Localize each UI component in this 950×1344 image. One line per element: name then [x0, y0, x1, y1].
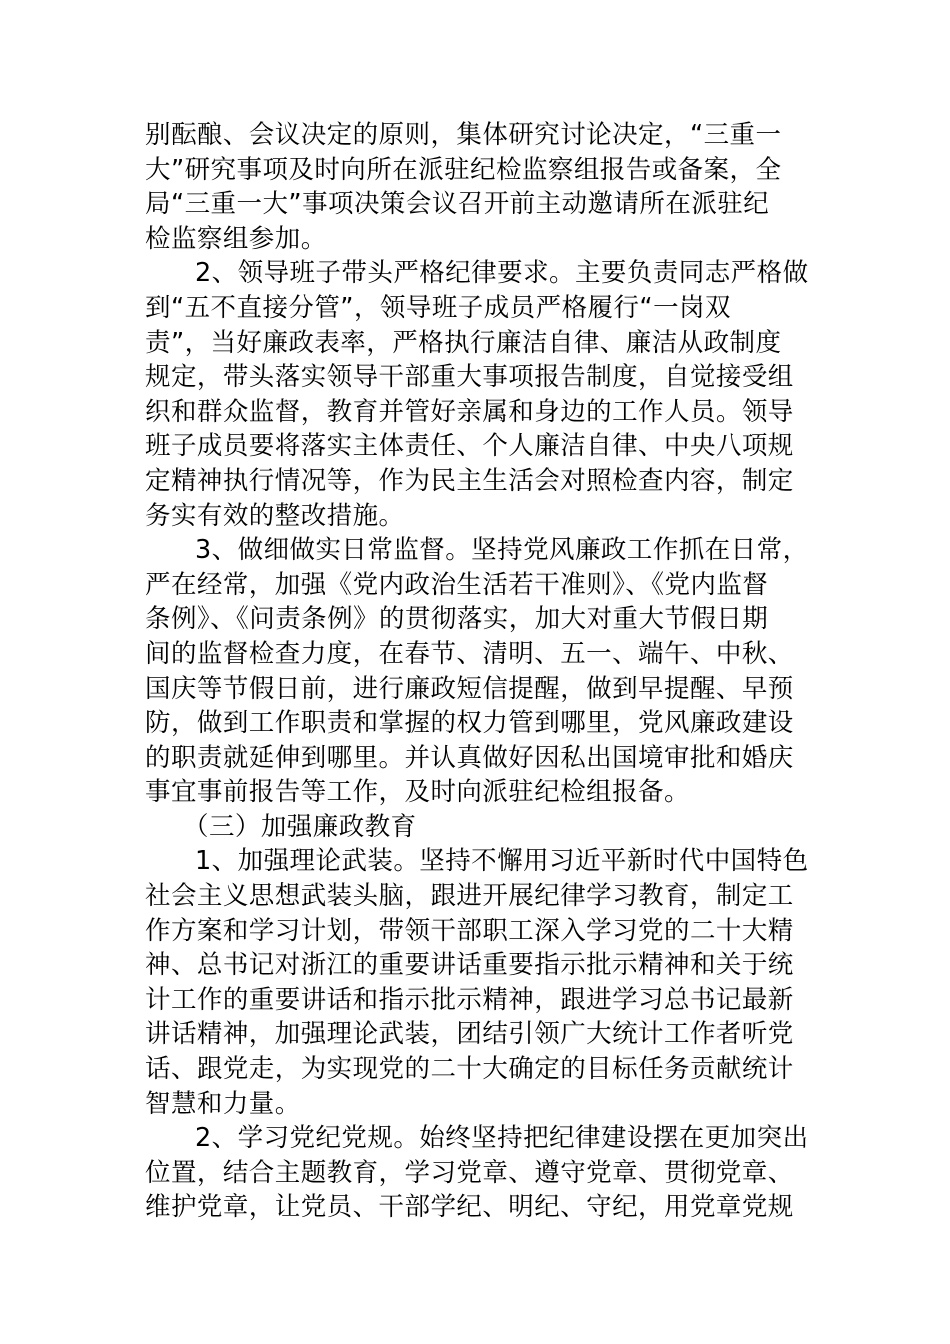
text-line: 作方案和学习计划，带领干部职工深入学习党的二十大精 — [145, 915, 794, 946]
text-line: 别酝酿、会议决定的原则，集体研究讨论决定，“三重一 — [145, 120, 782, 150]
text-line: 检监察组参加。 — [145, 223, 327, 254]
text-line: 防，做到工作职责和掌握的权力管到哪里，党风廉政建设 — [145, 708, 794, 739]
text-line: 维护党章，让党员、干部学纪、明纪、守纪，用党章党规 — [145, 1192, 794, 1223]
text-line: 局“三重一大”事项决策会议召开前主动邀请所在派驻纪 — [145, 189, 770, 220]
paragraph-first-line: 1、加强理论武装。坚持不懈用习近平新时代中国特色 — [195, 846, 809, 877]
text-line: 智慧和力量。 — [145, 1088, 301, 1119]
paragraph-first-line: 2、学习党纪党规。始终坚持把纪律建设摆在更加突出 — [195, 1123, 809, 1154]
text-line: 计工作的重要讲话和指示批示精神，跟进学习总书记最新 — [145, 984, 794, 1015]
text-line: 到“五不直接分管”，领导班子成员严格履行“一岗双 — [145, 292, 731, 323]
text-line: 话、跟党走，为实现党的二十大确定的目标任务贡献统计 — [145, 1054, 794, 1085]
body-text — [145, 118, 813, 1225]
text-line: 规定，带头落实领导干部重大事项报告制度，自觉接受组 — [145, 362, 794, 393]
text-line: 讲话精神，加强理论武装，团结引领广大统计工作者听党 — [145, 1019, 794, 1050]
paragraph-first-line: 2、领导班子带头严格纪律要求。主要负责同志严格做 — [195, 258, 809, 289]
text-line: 责”，当好廉政表率，严格执行廉洁自律、廉洁从政制度 — [145, 327, 782, 358]
text-line: 间的监督检查力度，在春节、清明、五一、端午、中秋、 — [145, 638, 794, 669]
text-line: 务实有效的整改措施。 — [145, 500, 405, 531]
text-line: 神、总书记对浙江的重要讲话重要指示批示精神和关于统 — [145, 950, 794, 981]
text-line: 社会主义思想武装头脑，跟进开展纪律学习教育，制定工 — [145, 881, 794, 912]
text-line: 大”研究事项及时向所在派驻纪检监察组报告或备案，全 — [145, 154, 782, 185]
text-line: 事宜事前报告等工作，及时向派驻纪检组报备。 — [145, 777, 690, 808]
text-line: 定精神执行情况等，作为民主生活会对照检查内容，制定 — [145, 465, 794, 496]
text-line: 位置，结合主题教育，学习党章、遵守党章、贯彻党章、 — [145, 1157, 794, 1188]
section-heading: （三）加强廉政教育 — [183, 811, 417, 842]
text-line: 国庆等节假日前，进行廉政短信提醒，做到早提醒、早预 — [145, 673, 794, 704]
text-line: 条例》、《问责条例》的贯彻落实，加大对重大节假日期 — [145, 604, 769, 635]
paragraph-first-line: 3、做细做实日常监督。坚持党风廉政工作抓在日常， — [195, 535, 809, 566]
text-line: 的职责就延伸到哪里。并认真做好因私出国境审批和婚庆 — [145, 742, 794, 773]
text-line: 织和群众监督，教育并管好亲属和身边的工作人员。领导 — [145, 396, 794, 427]
text-line: 严在经常，加强《党内政治生活若干准则》、《党内监督 — [145, 569, 769, 600]
text-line: 班子成员要将落实主体责任、个人廉洁自律、中央八项规 — [145, 431, 794, 462]
